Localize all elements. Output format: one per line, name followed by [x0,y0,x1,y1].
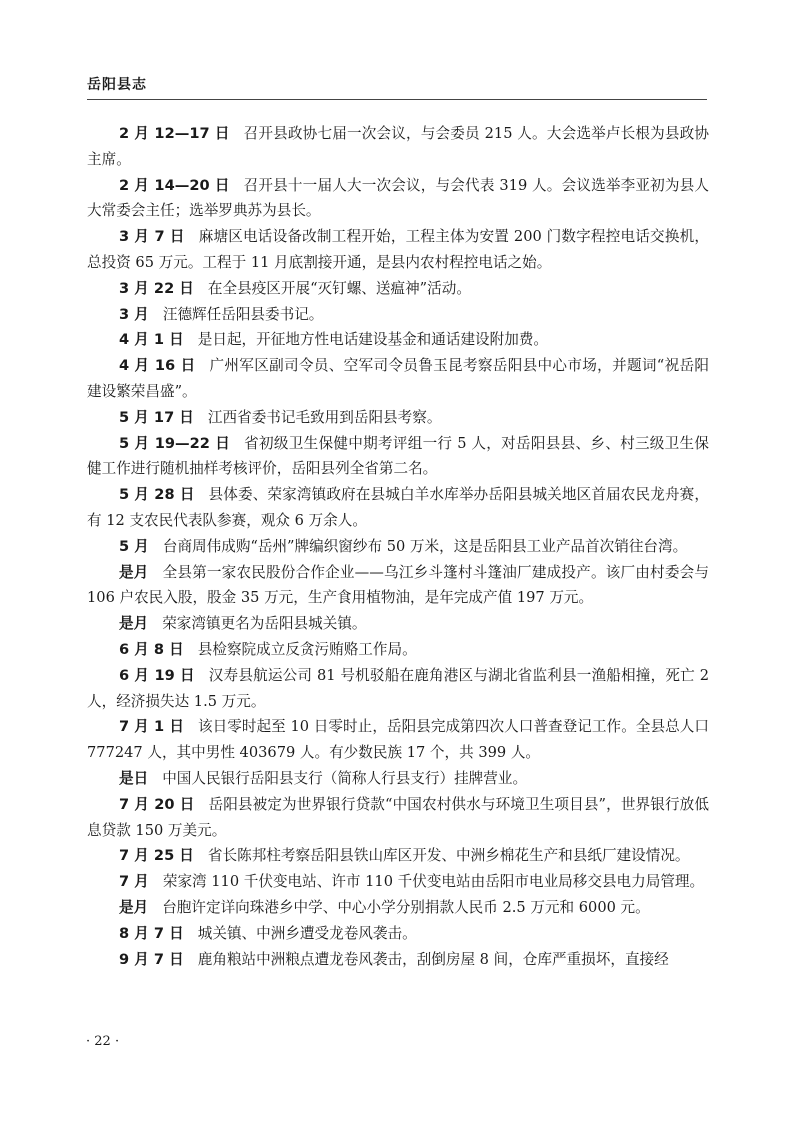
entry-text: 鹿角粮站中洲粮点遭龙卷风袭击，刮倒房屋 8 间，仓库严重损坏，直接经 [197,950,669,968]
chronicle-entry [87,766,709,792]
chronicle-entry [87,792,709,844]
entry-date: 5 月 19—22 日 [119,434,231,452]
chronicle-entry [87,560,709,612]
chronicle-entry [87,947,709,973]
entry-date: 是月 [119,563,149,581]
entry-text: 是日起，开征地方性电话建设基金和通话建设附加费。 [197,331,549,349]
entry-date: 3 月 22 日 [119,279,194,297]
entry-date: 7 月 [119,873,149,891]
entry-date: 6 月 19 日 [119,666,195,684]
chronicle-entry [87,302,709,328]
running-header [87,76,707,100]
chronicle-entry [87,431,709,483]
entry-text: 台胞许定详向珠港乡中学、中心小学分别捐款人民币 2.5 万元和 6000 元。 [162,898,650,916]
chronicle-entry [87,405,709,431]
chronicle-entry [87,327,709,353]
entry-date: 4 月 1 日 [119,331,184,349]
entry-text: 省长陈邦柱考察岳阳县铁山库区开发、中洲乡棉花生产和县纸厂建设情况。 [207,847,690,865]
entry-text: 全县第一家农民股份合作企业——乌江乡斗篷村斗篷油厂建成投产。该厂由村委会与 106 户农民入股，股金 35 万元，生产食用植物油，是年完成产值 197 万元。 [87,563,709,607]
entry-date: 2 月 12—17 日 [119,125,230,142]
entry-date: 4 月 16 日 [119,357,196,375]
chronicle-entry [87,353,709,405]
entry-text: 汪德辉任岳阳县委书记。 [162,305,324,323]
chronicle-entry [87,637,709,663]
chronicle-entry [87,714,709,766]
entry-date: 3 月 7 日 [119,228,185,246]
entry-text: 在全县疫区开展“灭钉螺、送瘟神”活动。 [207,279,471,297]
entry-date: 5 月 28 日 [119,486,195,504]
chronicle-entry [87,173,709,225]
entry-date: 7 月 25 日 [119,847,194,865]
entry-text: 江西省委书记毛致用到岳阳县考察。 [207,408,442,426]
chronicle-entry [87,921,709,947]
chronicle-entry [87,663,709,715]
entry-date: 2 月 14—20 日 [119,176,230,194]
chronicle-entry [87,843,709,869]
entry-date: 6 月 8 日 [119,640,184,658]
chronicle-entries [87,121,709,972]
chronicle-entry [87,482,709,534]
entry-text: 汉寿县航运公司 81 号机驳船在鹿角港区与湖北省监利县一渔船相撞，死亡 2 人，经济损失达 1.5 万元。 [87,666,709,710]
entry-date: 8 月 7 日 [119,924,184,942]
entry-date: 9 月 7 日 [119,950,184,968]
entry-text: 荣家湾镇更名为岳阳县城关镇。 [162,615,367,633]
chronicle-entry [87,224,709,276]
chronicle-entry [87,895,709,921]
header-divider [87,99,707,100]
entry-text: 城关镇、中洲乡遭受龙卷风袭击。 [197,924,417,942]
entry-text: 该日零时起至 10 日零时止，岳阳县完成第四次人口普查登记工作。全县总人口 777247 人，其中男性 403679 人。有少数民族 17 个，共 399 人。 [87,718,709,762]
entry-text: 广州军区副司令员、空军司令员鲁玉昆考察岳阳县中心市场，并题词“祝岳阳建设繁荣昌盛”。 [87,357,709,400]
chronicle-entry [87,611,709,637]
entry-text: 召开县政协七届一次会议，与会委员 215 人。大会选举卢长根为县政协主席。 [87,125,710,168]
book-title: 岳阳县志 [87,77,147,93]
entry-text: 麻塘区电话设备改制工程开始，工程主体为安置 200 门数字程控电话交换机，总投资 65 万元。工程于 11 月底割接开通，是县内农村程控电话之始。 [87,228,709,271]
chronicle-entry [87,121,709,173]
entry-date: 7 月 1 日 [119,718,184,736]
entry-text: 省初级卫生保健中期考评组一行 5 人，对岳阳县县、乡、村三级卫生保健工作进行随机抽样考核评价，岳阳县列全省第二名。 [87,434,709,478]
chronicle-entry [87,276,709,302]
entry-date: 7 月 20 日 [119,795,195,813]
entry-text: 岳阳县被定为世界银行贷款“中国农村供水与环境卫生项目县”，世界银行放低息贷款 150 万美元。 [87,795,709,839]
entry-text: 县体委、荣家湾镇政府在县城白羊水库举办岳阳县城关地区首届农民龙舟赛，有 12 支农民代表队参赛，观众 6 万余人。 [87,486,709,529]
entry-date: 5 月 [119,537,149,555]
entry-text: 中国人民银行岳阳县支行（简称人行县支行）挂牌营业。 [162,769,528,787]
page-number: · 22 · [86,1034,120,1049]
entry-date: 5 月 17 日 [119,408,194,426]
entry-date: 是月 [119,898,149,916]
entry-text: 县检察院成立反贪污贿赂工作局。 [197,640,417,658]
entry-date: 是日 [119,769,149,787]
entry-date: 3 月 [119,305,149,323]
entry-text: 荣家湾 110 千伏变电站、许市 110 千伏变电站由岳阳市电业局移交县电力局管理。 [162,873,705,891]
entry-date: 是月 [119,615,149,633]
chronicle-entry [87,869,709,895]
entry-text: 台商周伟成购“岳州”牌编织窗纱布 50 万米，这是岳阳县工业产品首次销往台湾。 [162,537,688,555]
entry-text: 召开县十一届人大一次会议，与会代表 319 人。会议选举李亚初为县人大常委会主任；选举罗典苏为县长。 [87,176,710,220]
chronicle-entry [87,534,709,560]
